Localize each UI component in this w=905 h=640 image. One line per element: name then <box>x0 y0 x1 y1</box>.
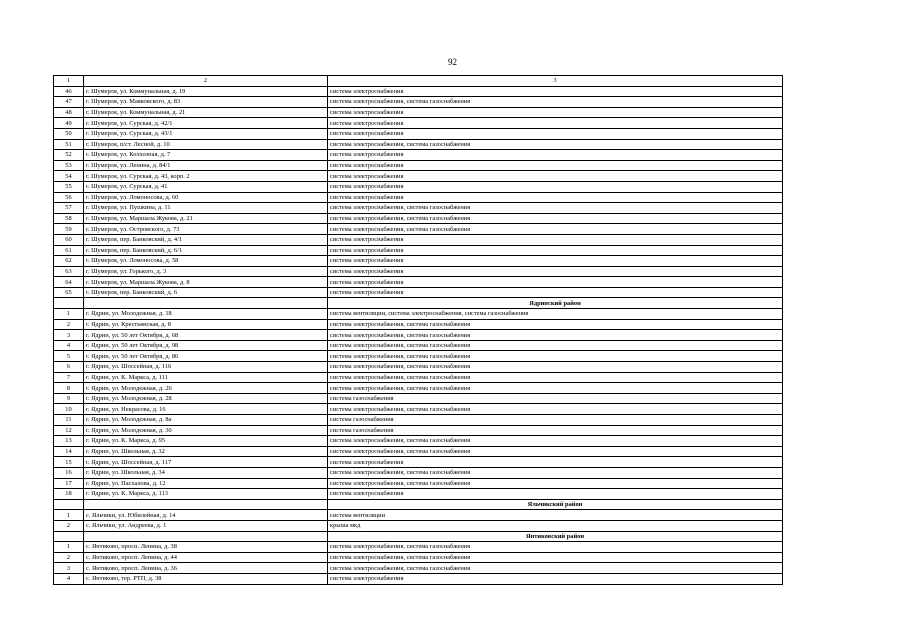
table-row <box>54 160 783 171</box>
table-row <box>54 319 783 330</box>
district-title: Янтиковский район <box>328 531 783 542</box>
row-number: 63 <box>54 266 84 277</box>
row-number: 12 <box>54 425 84 436</box>
row-address: г. Шумерля, ул. Горького, д. 3 <box>84 266 328 277</box>
row-systems: система электроснабжения, система газоснабжения <box>328 97 783 108</box>
row-systems: система электроснабжения <box>328 128 783 139</box>
row-systems: система электроснабжения, система газоснабжения <box>328 224 783 235</box>
row-number: 11 <box>54 415 84 426</box>
table-row <box>54 256 783 267</box>
row-address: г. Ядрин, ул. Молодежная, д. 18 <box>84 309 328 320</box>
row-address: г. Ядрин, ул. К. Маркса, д. 95 <box>84 436 328 447</box>
row-systems: система газоснабжения <box>328 393 783 404</box>
row-address: г. Ядрин, ул. Школьная, д. 34 <box>84 467 328 478</box>
row-systems: система электроснабжения <box>328 266 783 277</box>
district-title: Яльчикский район <box>328 499 783 510</box>
table-row <box>54 309 783 320</box>
row-address: г. Ядрин, ул. Молодежная, д. 8а <box>84 415 328 426</box>
row-number: 9 <box>54 393 84 404</box>
row-number: 46 <box>54 86 84 97</box>
row-address: г. Шумерля, ул. Ломоносова, д. 58 <box>84 256 328 267</box>
row-address: с. Янтиково, просп. Ленина, д. 44 <box>84 552 328 563</box>
row-number: 52 <box>54 150 84 161</box>
row-number: 47 <box>54 97 84 108</box>
row-systems: система электроснабжения, система газоснабжения <box>328 372 783 383</box>
row-systems: система электроснабжения <box>328 245 783 256</box>
table-row <box>54 372 783 383</box>
table-row <box>54 86 783 97</box>
row-systems: система электроснабжения <box>328 457 783 468</box>
table-row <box>54 393 783 404</box>
district-title: Ядринский район <box>328 298 783 309</box>
table-row <box>54 234 783 245</box>
row-address: г. Ядрин, ул. Некрасова, д. 16 <box>84 404 328 415</box>
district-section-row <box>54 298 783 309</box>
row-number: 51 <box>54 139 84 150</box>
row-number: 18 <box>54 489 84 500</box>
table-row <box>54 181 783 192</box>
row-number: 1 <box>54 309 84 320</box>
row-address: г. Ядрин, ул. Молодежная, д. 30 <box>84 425 328 436</box>
row-number: 5 <box>54 351 84 362</box>
table-row <box>54 415 783 426</box>
row-number: 64 <box>54 277 84 288</box>
row-number: 61 <box>54 245 84 256</box>
row-number: 8 <box>54 383 84 394</box>
table-row <box>54 150 783 161</box>
row-systems: система электроснабжения, система газоснабжения <box>328 203 783 214</box>
row-number: 56 <box>54 192 84 203</box>
table-row <box>54 128 783 139</box>
row-systems: система электроснабжения <box>328 234 783 245</box>
row-address: г. Шумерля, ул. Маршала Жукова, д. 8 <box>84 277 328 288</box>
row-address: с. Янтиково, просп. Ленина, д. 36 <box>84 563 328 574</box>
row-address: г. Ядрин, ул. Пасхалова, д. 12 <box>84 478 328 489</box>
row-address: г. Шумерля, ул. Коммунальная, д. 21 <box>84 107 328 118</box>
section-empty-cell <box>84 298 328 309</box>
row-number: 17 <box>54 478 84 489</box>
row-systems: система электроснабжения, система газоснабжения <box>328 404 783 415</box>
table-row <box>54 436 783 447</box>
row-number: 1 <box>54 510 84 521</box>
table-row <box>54 404 783 415</box>
row-number: 55 <box>54 181 84 192</box>
row-number: 65 <box>54 287 84 298</box>
row-address: г. Ядрин, ул. К. Маркса, д. 113 <box>84 489 328 500</box>
row-number: 3 <box>54 563 84 574</box>
registry-table-body <box>54 76 783 585</box>
table-row <box>54 192 783 203</box>
table-row <box>54 563 783 574</box>
row-address: г. Ядрин, ул. Шоссейная, д. 117 <box>84 457 328 468</box>
row-number: 10 <box>54 404 84 415</box>
column-number-row <box>54 76 783 87</box>
row-number: 48 <box>54 107 84 118</box>
row-address: г. Шумерля, ул. Сурская, д. 43, корп. 2 <box>84 171 328 182</box>
row-address: г. Шумерля, ул. Пушкина, д. 11 <box>84 203 328 214</box>
row-number: 16 <box>54 467 84 478</box>
row-systems: система электроснабжения, система газоснабжения <box>328 552 783 563</box>
row-systems: система электроснабжения <box>328 181 783 192</box>
row-number: 14 <box>54 446 84 457</box>
row-number: 54 <box>54 171 84 182</box>
row-number: 58 <box>54 213 84 224</box>
table-row <box>54 266 783 277</box>
row-systems: система электроснабжения, система газоснабжения <box>328 330 783 341</box>
table-row <box>54 224 783 235</box>
row-systems: система электроснабжения <box>328 118 783 129</box>
table-row <box>54 139 783 150</box>
table-row <box>54 287 783 298</box>
table-row <box>54 520 783 531</box>
row-systems: система электроснабжения, система газоснабжения <box>328 542 783 553</box>
row-address: г. Ядрин, ул. Молодежная, д. 28 <box>84 393 328 404</box>
row-address: г. Ядрин, ул. 50 лет Октября, д. 68 <box>84 330 328 341</box>
row-systems: система электроснабжения <box>328 489 783 500</box>
row-number: 4 <box>54 573 84 584</box>
row-systems: система электроснабжения, система газоснабжения <box>328 478 783 489</box>
row-systems: система электроснабжения, система газоснабжения <box>328 340 783 351</box>
table-row <box>54 351 783 362</box>
row-number: 59 <box>54 224 84 235</box>
row-address: г. Ядрин, ул. Шоссейная, д. 116 <box>84 362 328 373</box>
section-empty-cell <box>54 499 84 510</box>
row-address: г. Шумерля, ул. Ломоносова, д. 60 <box>84 192 328 203</box>
row-systems: система электроснабжения, система газоснабжения <box>328 563 783 574</box>
row-number: 60 <box>54 234 84 245</box>
row-address: г. Шумерля, ул. Сурская, д. 41 <box>84 181 328 192</box>
section-empty-cell <box>84 531 328 542</box>
table-row <box>54 118 783 129</box>
row-systems: система газоснабжения <box>328 415 783 426</box>
row-systems: система газоснабжения <box>328 425 783 436</box>
row-systems: крыша мкд <box>328 520 783 531</box>
table-row <box>54 362 783 373</box>
row-systems: система электроснабжения, система газоснабжения <box>328 383 783 394</box>
row-address: г. Ядрин, ул. Школьная, д. 32 <box>84 446 328 457</box>
row-address: г. Шумерля, ул. Сурская, д. 42/1 <box>84 118 328 129</box>
table-row <box>54 446 783 457</box>
row-address: г. Шумерля, ул. Маяковского, д. 83 <box>84 97 328 108</box>
row-number: 4 <box>54 340 84 351</box>
table-row <box>54 383 783 394</box>
row-address: г. Шумерля, ул. Ленина, д. 84/1 <box>84 160 328 171</box>
row-number: 15 <box>54 457 84 468</box>
row-number: 1 <box>54 542 84 553</box>
row-address: г. Ядрин, ул. 50 лет Октября, д. 98 <box>84 340 328 351</box>
row-address: г. Ядрин, ул. Молодежная, д. 26 <box>84 383 328 394</box>
row-number: 49 <box>54 118 84 129</box>
row-number: 2 <box>54 520 84 531</box>
table-row <box>54 97 783 108</box>
row-number: 2 <box>54 552 84 563</box>
row-address: г. Шумерля, п/ст. Лесной, д. 10 <box>84 139 328 150</box>
column-number-3: 3 <box>328 76 783 87</box>
row-number: 53 <box>54 160 84 171</box>
row-systems: система электроснабжения <box>328 256 783 267</box>
section-empty-cell <box>84 499 328 510</box>
row-number: 2 <box>54 319 84 330</box>
section-empty-cell <box>54 531 84 542</box>
row-systems: система электроснабжения <box>328 107 783 118</box>
table-row <box>54 245 783 256</box>
row-address: г. Шумерля, пер. Банковский, д. 4/1 <box>84 234 328 245</box>
table-row <box>54 489 783 500</box>
district-section-row <box>54 531 783 542</box>
row-systems: система электроснабжения, система газоснабжения <box>328 139 783 150</box>
row-systems: система электроснабжения, система газоснабжения <box>328 351 783 362</box>
row-address: г. Ядрин, ул. 50 лет Октября, д. 86 <box>84 351 328 362</box>
table-row <box>54 552 783 563</box>
row-address: г. Шумерля, ул. Колхозная, д. 7 <box>84 150 328 161</box>
row-number: 50 <box>54 128 84 139</box>
row-systems: система электроснабжения <box>328 86 783 97</box>
row-address: г. Ядрин, ул. К. Маркса, д. 111 <box>84 372 328 383</box>
row-number: 57 <box>54 203 84 214</box>
row-systems: система электроснабжения <box>328 150 783 161</box>
table-row <box>54 573 783 584</box>
table-row <box>54 478 783 489</box>
row-systems: система электроснабжения <box>328 160 783 171</box>
table-row <box>54 510 783 521</box>
row-number: 3 <box>54 330 84 341</box>
row-number: 7 <box>54 372 84 383</box>
row-address: г. Шумерля, ул. Островского, д. 73 <box>84 224 328 235</box>
row-systems: система электроснабжения, система газоснабжения <box>328 319 783 330</box>
row-systems: система электроснабжения, система газоснабжения <box>328 362 783 373</box>
table-row <box>54 330 783 341</box>
table-row <box>54 213 783 224</box>
column-number-2: 2 <box>84 76 328 87</box>
row-number: 6 <box>54 362 84 373</box>
row-systems: система вентиляции <box>328 510 783 521</box>
row-systems: система электроснабжения <box>328 277 783 288</box>
row-address: с. Яльчики, ул. Андреева, д. 1 <box>84 520 328 531</box>
row-systems: система электроснабжения, система газоснабжения <box>328 446 783 457</box>
table-row <box>54 467 783 478</box>
row-address: г. Шумерля, ул. Сурская, д. 43/1 <box>84 128 328 139</box>
row-systems: система электроснабжения, система газоснабжения <box>328 436 783 447</box>
section-empty-cell <box>54 298 84 309</box>
row-address: с. Яльчики, ул. Юбилейная, д. 14 <box>84 510 328 521</box>
table-row <box>54 457 783 468</box>
row-address: г. Шумерля, пер. Банковский, д. 6/1 <box>84 245 328 256</box>
row-number: 13 <box>54 436 84 447</box>
row-address: г. Шумерля, ул. Маршала Жукова, д. 21 <box>84 213 328 224</box>
row-systems: система электроснабжения <box>328 573 783 584</box>
row-address: с. Янтиково, просп. Ленина, д. 38 <box>84 542 328 553</box>
row-number: 62 <box>54 256 84 267</box>
table-row <box>54 425 783 436</box>
table-row <box>54 171 783 182</box>
row-systems: система вентиляции, система электроснабжения, система газоснабжения <box>328 309 783 320</box>
row-systems: система электроснабжения, система газоснабжения <box>328 213 783 224</box>
row-address: с. Янтиково, тер. РТП, д. 38 <box>84 573 328 584</box>
district-section-row <box>54 499 783 510</box>
table-row <box>54 542 783 553</box>
row-systems: система электроснабжения, система газоснабжения <box>328 467 783 478</box>
table-row <box>54 277 783 288</box>
row-systems: система электроснабжения <box>328 192 783 203</box>
table-row <box>54 203 783 214</box>
row-address: г. Ядрин, ул. Крестьянская, д. 8 <box>84 319 328 330</box>
table-row <box>54 340 783 351</box>
registry-table <box>53 75 783 585</box>
table-row <box>54 107 783 118</box>
row-address: г. Шумерля, пер. Банковский, д. 6 <box>84 287 328 298</box>
page-number: 92 <box>448 57 457 67</box>
row-address: г. Шумерля, ул. Коммунальная, д. 19 <box>84 86 328 97</box>
row-systems: система электроснабжения <box>328 171 783 182</box>
row-systems: система электроснабжения <box>328 287 783 298</box>
column-number-1: 1 <box>54 76 84 87</box>
